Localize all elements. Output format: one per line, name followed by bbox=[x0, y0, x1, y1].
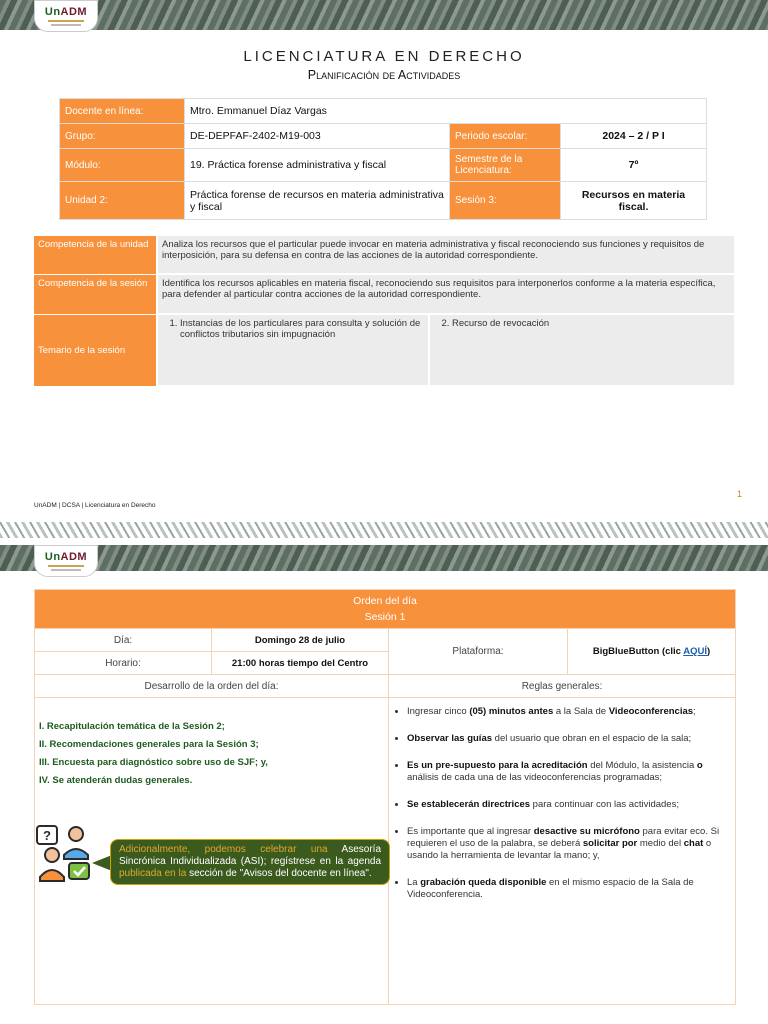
competencia-sesion-label: Competencia de la sesión bbox=[34, 274, 157, 314]
competencia-unidad-label: Competencia de la unidad bbox=[34, 236, 157, 274]
decorative-pattern bbox=[0, 522, 768, 538]
people-support-icon bbox=[36, 825, 92, 883]
modulo-value: 19. Práctica forense administrativa y fiscal bbox=[185, 149, 450, 182]
periodo-label: Periodo escolar: bbox=[450, 124, 561, 149]
docente-value: Mtro. Emmanuel Díaz Vargas bbox=[185, 99, 707, 124]
modulo-label: Módulo: bbox=[60, 149, 185, 182]
rule-item: • Ingresar cinco (05) minutos antes a la Sala de Videoconferencias; bbox=[407, 706, 729, 718]
agenda-item: I. Recapitulación temática de la Sesión 2; bbox=[39, 721, 225, 732]
svg-text:?: ? bbox=[43, 828, 51, 843]
docente-label: Docente en línea: bbox=[60, 99, 185, 124]
page-footer: UnADM | DCSA | Licenciatura en Derecho bbox=[34, 502, 156, 509]
header-banner bbox=[0, 0, 768, 30]
asesoria-callout: Adicionalmente, podemos celebrar una Asesoría Sincrónica Individualizada (ASI); regístrese en la agenda publicada en la sección de "Avisos del docente en línea". bbox=[110, 839, 390, 885]
rule-item: • Se establecerán directrices para continuar con las actividades; bbox=[407, 799, 729, 811]
sesion-value: Recursos en materia fiscal. bbox=[561, 182, 707, 220]
rule-item: • Observar las guías del usuario que obran en el espacio de la sala; bbox=[407, 733, 729, 745]
page-number: 1 bbox=[737, 489, 743, 499]
reglas-label: Reglas generales: bbox=[389, 675, 736, 698]
unidad-label: Unidad 2: bbox=[60, 182, 185, 220]
unadm-logo: UnADM bbox=[34, 0, 98, 32]
page-title: LICENCIATURA EN DERECHO bbox=[243, 48, 525, 65]
grupo-value: DE-DEPFAF-2402-M19-003 bbox=[185, 124, 450, 149]
periodo-value: 2024 – 2 / P I bbox=[561, 124, 707, 149]
callout-tail bbox=[92, 855, 112, 871]
grupo-label: Grupo: bbox=[60, 124, 185, 149]
temario-item-1 bbox=[157, 314, 429, 386]
temario-1-text: 1. Instancias de los particulares para consulta y solución de conflictos tributarios sin impugnación bbox=[180, 318, 424, 340]
horario-label: Horario: bbox=[35, 652, 212, 675]
page-subtitle: Planificación de Actividades bbox=[307, 68, 461, 82]
temario-2-text: 2. Recurso de revocación bbox=[452, 318, 730, 329]
agenda-item: II. Recomendaciones generales para la Sesión 3; bbox=[39, 739, 259, 750]
orden-session: Sesión 1 bbox=[364, 611, 406, 623]
agenda-item: IV. Se atenderán dudas generales. bbox=[39, 775, 193, 786]
orden-del-dia-table bbox=[34, 589, 736, 1005]
rules-cell bbox=[389, 698, 736, 1005]
plataforma-label: Plataforma: bbox=[389, 629, 568, 675]
orden-header bbox=[35, 590, 736, 629]
plataforma-value: BigBlueButton (clic AQUÍ) bbox=[568, 629, 736, 675]
temario-item-2 bbox=[429, 314, 734, 386]
rule-item: • Es un pre-supuesto para la acreditación del Módulo, la asistencia o análisis de cada una de las videoconferencias programadas; bbox=[407, 760, 729, 784]
competencia-sesion-text: Identifica los recursos aplicables en materia fiscal, reconociendo sus requisitos para interponerlos conforme a la materia específica, para defender al particular contra acciones de la autoridad correspondiente. bbox=[157, 274, 734, 314]
unadm-logo-2: UnADM bbox=[34, 545, 98, 577]
semestre-label: Semestre de la Licenciatura: bbox=[450, 149, 561, 182]
aqui-link[interactable]: AQUÍ bbox=[683, 646, 707, 657]
rules-list bbox=[393, 706, 729, 901]
header-banner-2 bbox=[0, 545, 768, 571]
agenda-item: III. Encuesta para diagnóstico sobre uso de SJF; y, bbox=[39, 757, 268, 768]
dia-label: Día: bbox=[35, 629, 212, 652]
semestre-value: 7º bbox=[561, 149, 707, 182]
desarrollo-label: Desarrollo de la orden del día: bbox=[35, 675, 389, 698]
rule-item: • La grabación queda disponible en el mismo espacio de la Sala de Videoconferencia. bbox=[407, 877, 729, 901]
rule-item: • Es importante que al ingresar desactive su micrófono para evitar eco. Si requieren el uso de la palabra, se deberá solicitar por medio del chat o usando la herramienta de levantar la mano; y, bbox=[407, 826, 729, 862]
sesion-label: Sesión 3: bbox=[450, 182, 561, 220]
unidad-value: Práctica forense de recursos en materia administrativa y fiscal bbox=[185, 182, 450, 220]
temario-label: Temario de la sesión bbox=[34, 314, 157, 386]
competencias-table bbox=[34, 236, 734, 387]
course-info-table bbox=[59, 98, 707, 220]
competencia-unidad-text: Analiza los recursos que el particular puede invocar en materia administrativa y fiscal reconociendo sus funciones y requisitos de interposición, para su defensa en contra de las acciones de la autoridad correspondiente. bbox=[157, 236, 734, 274]
orden-title: Orden del día bbox=[353, 595, 417, 607]
horario-value: 21:00 horas tiempo del Centro bbox=[212, 652, 389, 675]
dia-value: Domingo 28 de julio bbox=[212, 629, 389, 652]
agenda-list bbox=[39, 718, 388, 790]
